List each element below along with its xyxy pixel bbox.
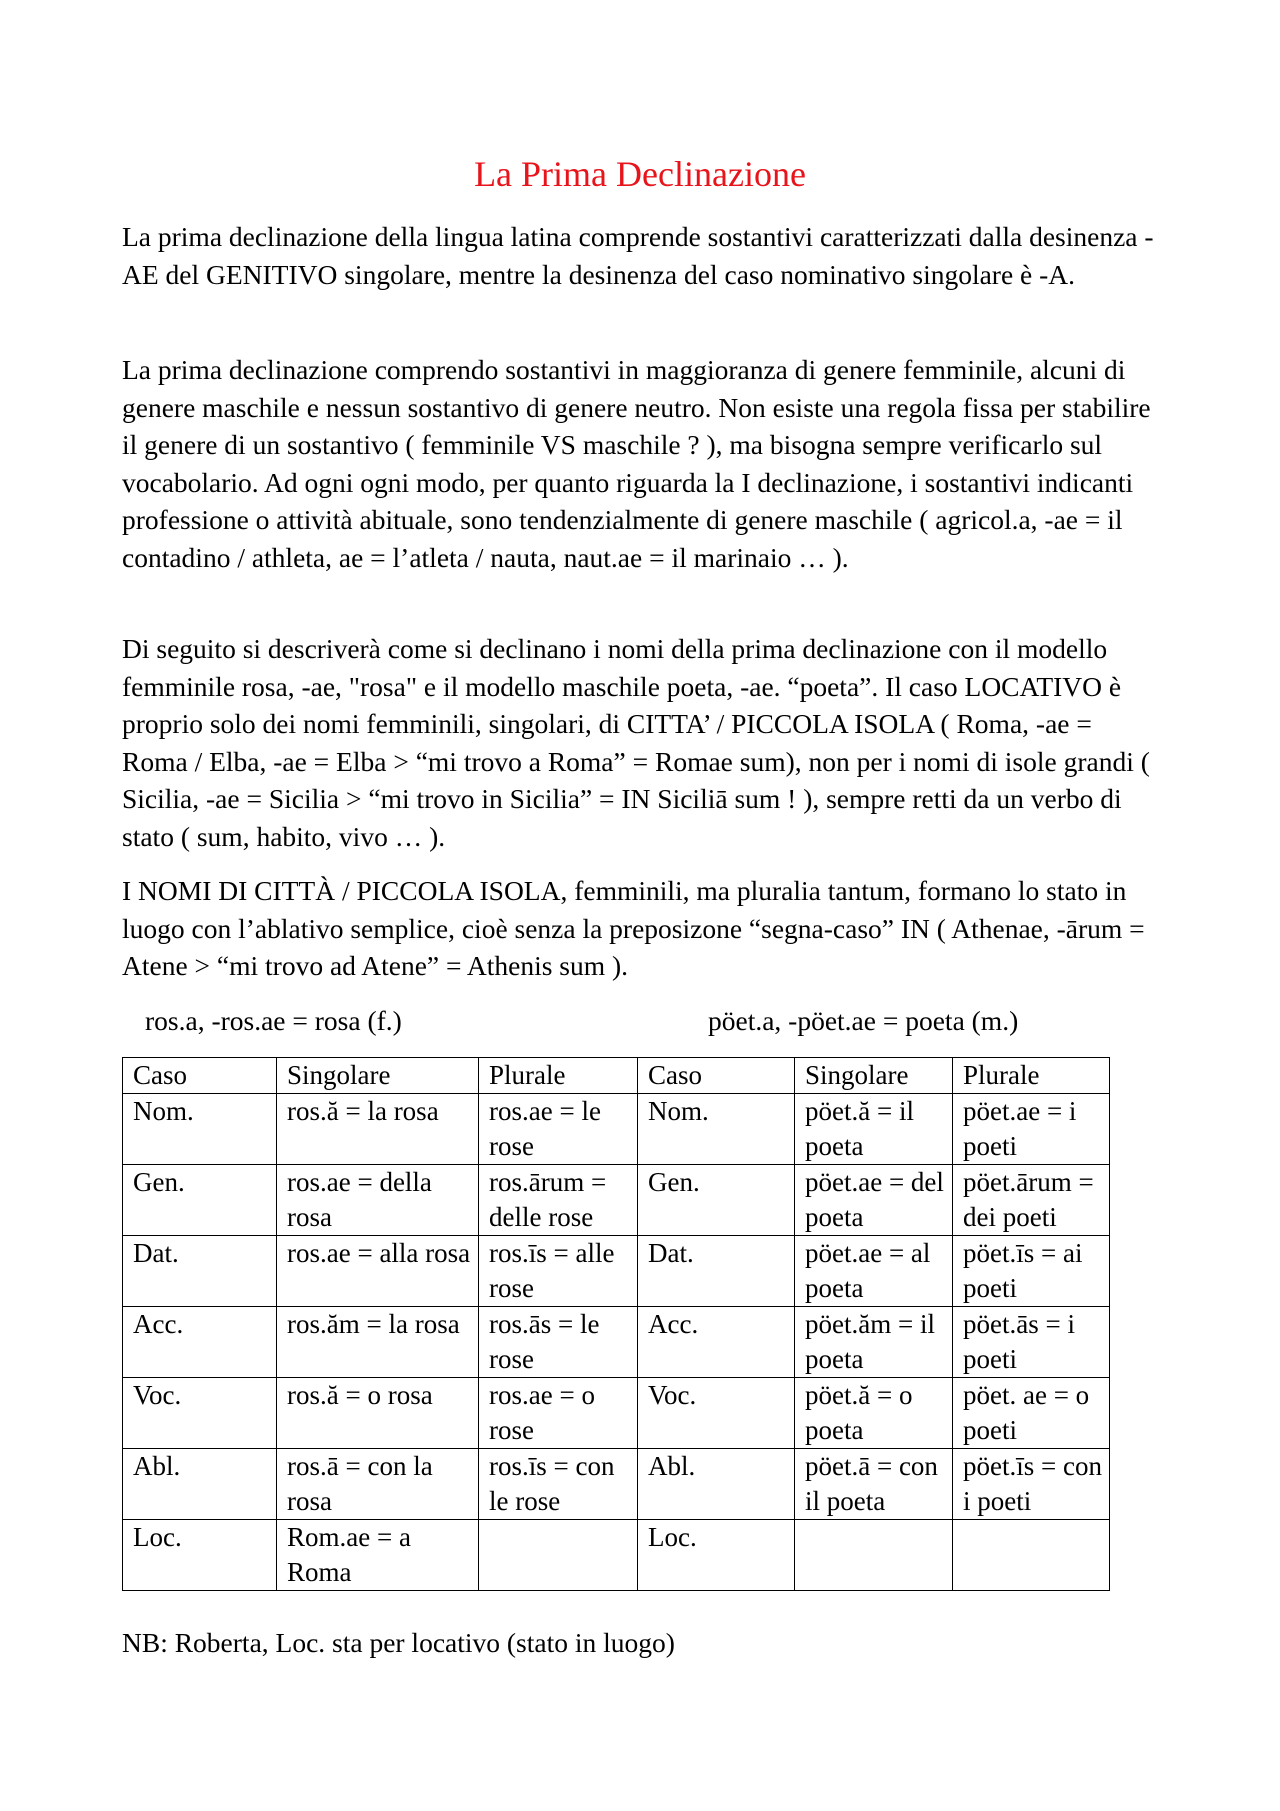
table-header-cell: Singolare [277,1058,479,1094]
table-cell: Abl. [638,1449,795,1520]
table-row [123,1165,1110,1236]
model-masculine: pöet.a, -pöet.ae = poeta (m.) [708,1005,1019,1036]
table-cell: Loc. [123,1520,277,1591]
paragraph-city-names: I NOMI DI CITTÀ / PICCOLA ISOLA, femminili, ma pluralia tantum, formano lo stato in luogo con l’ablativo semplice, cioè senza la preposizone “segna-caso” IN ( Athenae, -ārum = Atene > “mi trovo ad Atene” = Athenis sum ). [122,875,1145,981]
table-row [123,1378,1110,1449]
footnote: NB: Roberta, Loc. sta per locativo (stato in luogo) [122,1627,675,1658]
table-cell: ros.ārum = delle rose [479,1165,638,1236]
paragraph-locative: Di seguito si descriverà come si declinano i nomi della prima declinazione con il modello femminile rosa, -ae, "rosa" e il modello maschile poeta, -ae. “poeta”. Il caso LOCATIVO è proprio solo dei nomi femminili, singolari, di CITTA’ / PICCOLA ISOLA ( Roma, -ae = Roma / Elba, -ae = Elba > “mi trovo a Roma” = Romae sum), non per i nomi di isole grandi ( Sicilia, -ae = Sicilia > “mi trovo in Sicilia” = IN Siciliā sum ! ), sempre retti da un verbo di stato ( sum, habito, vivo … ). [122,633,1150,852]
table-cell: pöet.ae = i poeti [953,1094,1110,1165]
table-cell: Loc. [638,1520,795,1591]
table-header-cell: Caso [638,1058,795,1094]
table-cell [795,1520,953,1591]
table-header-cell: Caso [123,1058,277,1094]
table-cell: pöet.īs = con i poeti [953,1449,1110,1520]
table-row [123,1520,1110,1591]
paragraph-intro: La prima declinazione della lingua latina comprende sostantivi caratterizzati dalla desinenza -AE del GENITIVO singolare, mentre la desinenza del caso nominativo singolare è -A. [122,221,1154,290]
table-cell: Voc. [123,1378,277,1449]
table-row [123,1449,1110,1520]
table-cell: ros.ă = o rosa [277,1378,479,1449]
table-cell: Dat. [638,1236,795,1307]
table-cell: ros.ă = la rosa [277,1094,479,1165]
table-cell: Voc. [638,1378,795,1449]
table-cell: pöet.ă = il poeta [795,1094,953,1165]
table-cell: Rom.ae = a Roma [277,1520,479,1591]
table-cell: pöet. ae = o poeti [953,1378,1110,1449]
table-header-cell: Singolare [795,1058,953,1094]
table-cell: pöet.ārum = dei poeti [953,1165,1110,1236]
table-cell: pöet.īs = ai poeti [953,1236,1110,1307]
table-cell: pöet.ā = con il poeta [795,1449,953,1520]
table-cell [953,1520,1110,1591]
table-row [123,1094,1110,1165]
table-cell: ros.ae = della rosa [277,1165,479,1236]
table-header-cell: Plurale [479,1058,638,1094]
table-cell: ros.īs = con le rose [479,1449,638,1520]
page-title: La Prima Declinazione [474,154,806,194]
table-header-row [123,1058,1110,1094]
model-feminine: ros.a, -ros.ae = rosa (f.) [145,1005,402,1036]
table-header-cell: Plurale [953,1058,1110,1094]
declension-table [122,1057,1110,1591]
table-cell: Nom. [123,1094,277,1165]
table-cell: Gen. [638,1165,795,1236]
table-cell: Nom. [638,1094,795,1165]
table-cell: pöet.ăm = il poeta [795,1307,953,1378]
table-cell: pöet.ae = del poeta [795,1165,953,1236]
table-cell: pöet.ae = al poeta [795,1236,953,1307]
table-cell: pöet.ās = i poeti [953,1307,1110,1378]
paragraph-gender: La prima declinazione comprendo sostantivi in maggioranza di genere femminile, alcuni di genere maschile e nessun sostantivo di genere neutro. Non esiste una regola fissa per stabilire il genere di un sostantivo ( femminile VS maschile ? ), ma bisogna sempre verificarlo sul vocabolario. Ad ogni ogni modo, per quanto riguarda la I declinazione, i sostantivi indicanti professione o attività abituale, sono tendenzialmente di genere maschile ( agricol.a, -ae = il contadino / athleta, ae = l’atleta / nauta, naut.ae = il marinaio … ). [122,354,1151,573]
table-cell: ros.ăm = la rosa [277,1307,479,1378]
table-cell [479,1520,638,1591]
table-cell: ros.ā = con la rosa [277,1449,479,1520]
table-row [123,1307,1110,1378]
table-cell: pöet.ă = o poeta [795,1378,953,1449]
table-cell: Abl. [123,1449,277,1520]
table-row [123,1236,1110,1307]
table-cell: ros.ae = o rose [479,1378,638,1449]
table-cell: Acc. [638,1307,795,1378]
table-cell: Gen. [123,1165,277,1236]
table-cell: ros.ae = le rose [479,1094,638,1165]
table-cell: ros.ae = alla rosa [277,1236,479,1307]
table-cell: Acc. [123,1307,277,1378]
table-cell: Dat. [123,1236,277,1307]
table-cell: ros.īs = alle rose [479,1236,638,1307]
table-cell: ros.ās = le rose [479,1307,638,1378]
